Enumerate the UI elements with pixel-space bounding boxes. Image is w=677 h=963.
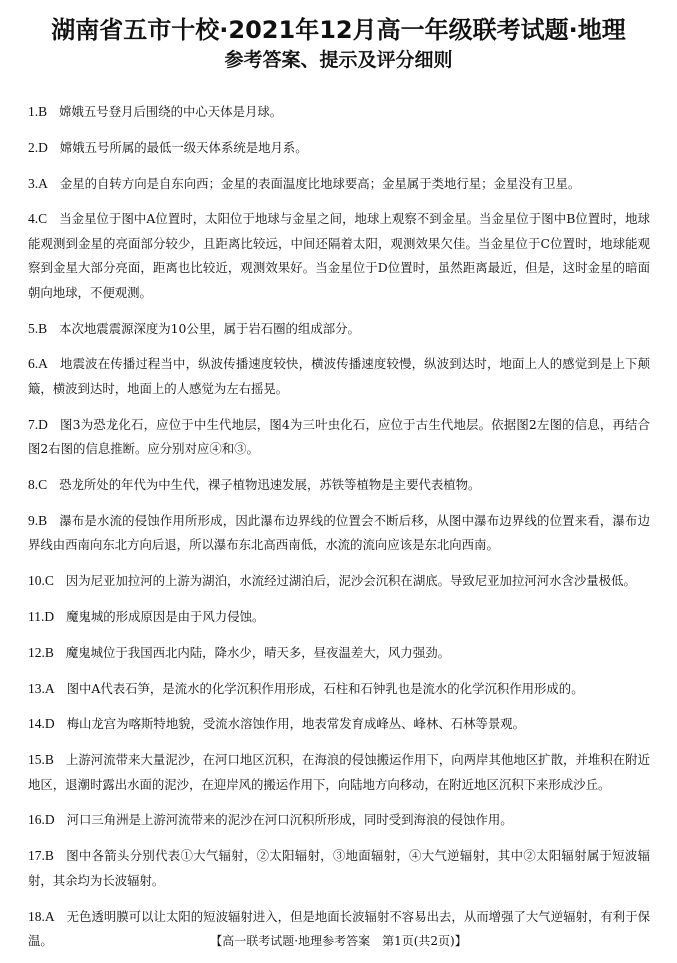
- answer-item: [28, 317, 650, 342]
- answer-letter: D: [44, 608, 55, 624]
- explanation-text: 图3为恐龙化石，应位于中生代地层，图4为三叶虫化石，应位于古生代地层。依据图2左图的信息，再结合图2右图的信息推断。应分别对应④和③。: [28, 416, 650, 457]
- question-number: 8.: [28, 477, 39, 493]
- question-number: 13.: [28, 680, 45, 696]
- question-number: 3.: [28, 175, 39, 191]
- explanation-text: 梅山龙宫为喀斯特地貌，受流水溶蚀作用，地表常发育成峰丛、峰林、石林等景观。: [66, 716, 526, 732]
- question-number: 12.: [28, 644, 45, 660]
- question-number: 6.: [28, 356, 39, 372]
- answer-item: [28, 509, 650, 558]
- explanation-text: 地震波在传播过程当中，纵波传播速度较快，横波传播速度较慢，纵波到达时，地面上人的感觉到是上下颠簸，横波到达时，地面上的人感觉为左右摇晃。: [28, 356, 650, 396]
- page-subtitle: 参考答案、提示及评分细则: [224, 49, 453, 71]
- page-title: 湖南省五市十校·2021年12月高一年级联考试题·地理: [51, 16, 626, 44]
- page-footer: 【高一联考试题·地理参考答案 第1页(共2页)】: [210, 934, 467, 948]
- answer-item: [28, 641, 650, 666]
- answer-letter: A: [38, 175, 48, 191]
- question-number: 14.: [28, 716, 45, 732]
- answer-item: [28, 605, 650, 630]
- answer-item: [28, 844, 650, 893]
- answer-item: [28, 569, 650, 594]
- answer-letter: D: [44, 812, 55, 828]
- question-number: 17.: [28, 848, 45, 864]
- question-number: 2.: [28, 139, 39, 155]
- question-number: 5.: [28, 320, 39, 336]
- question-number: 1.: [28, 104, 39, 119]
- answer-item: [28, 712, 650, 737]
- answer-item: [28, 808, 650, 833]
- answer-list: [28, 100, 650, 963]
- question-number: 7.: [28, 416, 39, 432]
- answer-letter: A: [38, 356, 48, 372]
- explanation-text: 魔鬼城位于我国西北内陆，降水少，晴天多，昼夜温差大，风力强劲。: [65, 644, 450, 660]
- answer-letter: B: [38, 320, 48, 336]
- answer-item: [28, 207, 650, 305]
- explanation-text: 金星的自转方向是自东向西；金星的表面温度比地球要高；金星属于类地行星；金星没有卫星。: [59, 175, 581, 191]
- answer-letter: A: [44, 680, 55, 696]
- question-number: 15.: [28, 752, 45, 768]
- answer-item: [28, 172, 650, 197]
- answer-letter: B: [44, 644, 54, 660]
- explanation-text: 河口三角洲是上游河流带来的泥沙在河口沉积所形成，同时受到海浪的侵蚀作用。: [66, 812, 513, 828]
- answer-item: [28, 413, 650, 462]
- explanation-text: 恐龙所处的年代为中生代，裸子植物迅速发展，苏铁等植物是主要代表植物。: [59, 477, 481, 493]
- explanation-text: 当金星位于图中A位置时，太阳位于地球与金星之间，地球上观察不到金星。当金星位于图中B位置时，地球能观测到金星的亮面部分较少，且距离比较远，中间还隔着太阳，观测效果欠佳。当金星位于C位置时，地球能观察到金星大部分亮面，距离也比较近，观测效果好。当金星位于D位置时，虽然距离最近，但是，这时金星的暗面朝向地球，不便观测。: [28, 211, 650, 300]
- question-number: 16.: [28, 812, 45, 828]
- explanation-text: 因为尼亚加拉河的上游为湖泊，水流经过湖泊后，泥沙会沉积在湖底。导致尼亚加拉河河水含沙量极低。: [65, 573, 636, 589]
- answer-item: [28, 748, 650, 797]
- answer-item: [28, 100, 650, 125]
- answer-letter: C: [44, 573, 54, 589]
- answer-letter: B: [38, 104, 48, 119]
- explanation-text: 魔鬼城的形成原因是由于风力侵蚀。: [66, 608, 265, 624]
- question-number: 9.: [28, 512, 39, 528]
- question-number: 11.: [28, 608, 45, 624]
- answer-letter: D: [38, 416, 48, 432]
- answer-letter: D: [44, 716, 55, 732]
- answer-item: [28, 473, 650, 498]
- answer-letter: C: [38, 477, 48, 493]
- answer-item: [28, 352, 650, 401]
- explanation-text: 上游河流带来大量泥沙，在河口地区沉积，在海浪的侵蚀搬运作用下，向两岸其他地区扩散，并堆积在附近地区，退潮时露出水面的泥沙，在迎岸风的搬运作用下，向陆地方向移动，在附近地区沉积下来形成沙丘。: [28, 752, 650, 792]
- question-number: 4.: [28, 211, 39, 227]
- answer-letter: B: [44, 848, 54, 864]
- explanation-text: 本次地震震源深度为10公里，属于岩石圈的组成部分。: [59, 320, 360, 336]
- answer-letter: C: [38, 211, 48, 227]
- question-number: 10.: [28, 573, 45, 589]
- answer-letter: A: [44, 908, 55, 924]
- explanation-text: 嫦娥五号所属的最低一级天体系统是地月系。: [59, 139, 308, 155]
- answer-letter: B: [44, 752, 54, 768]
- explanation-text: 瀑布是水流的侵蚀作用所形成，因此瀑布边界线的位置会不断后移，从图中瀑布边界线的位置来看，瀑布边界线由西南向东北方向后退，所以瀑布东北高西南低，水流的流向应该是东北向西南。: [28, 512, 650, 553]
- answer-letter: B: [38, 512, 48, 528]
- explanation-text: 图中各箭头分别代表①大气辐射，②太阳辐射，③地面辐射，④大气逆辐射，其中②太阳辐射属于短波辐射，其余均为长波辐射。: [28, 848, 650, 888]
- question-number: 18.: [28, 908, 45, 924]
- explanation-text: 无色透明膜可以让太阳的短波辐射进入，但是地面长波辐射不容易出去，从而增强了大气逆辐射，有利于保温。: [28, 908, 650, 949]
- explanation-text: 嫦娥五号登月后围绕的中心天体是月球。: [59, 104, 283, 119]
- explanation-text: 图中A代表石笋，是流水的化学沉积作用形成，石柱和石钟乳也是流水的化学沉积作用形成的。: [66, 680, 584, 696]
- answer-letter: D: [38, 139, 48, 155]
- answer-item: [28, 136, 650, 161]
- answer-item: [28, 677, 650, 702]
